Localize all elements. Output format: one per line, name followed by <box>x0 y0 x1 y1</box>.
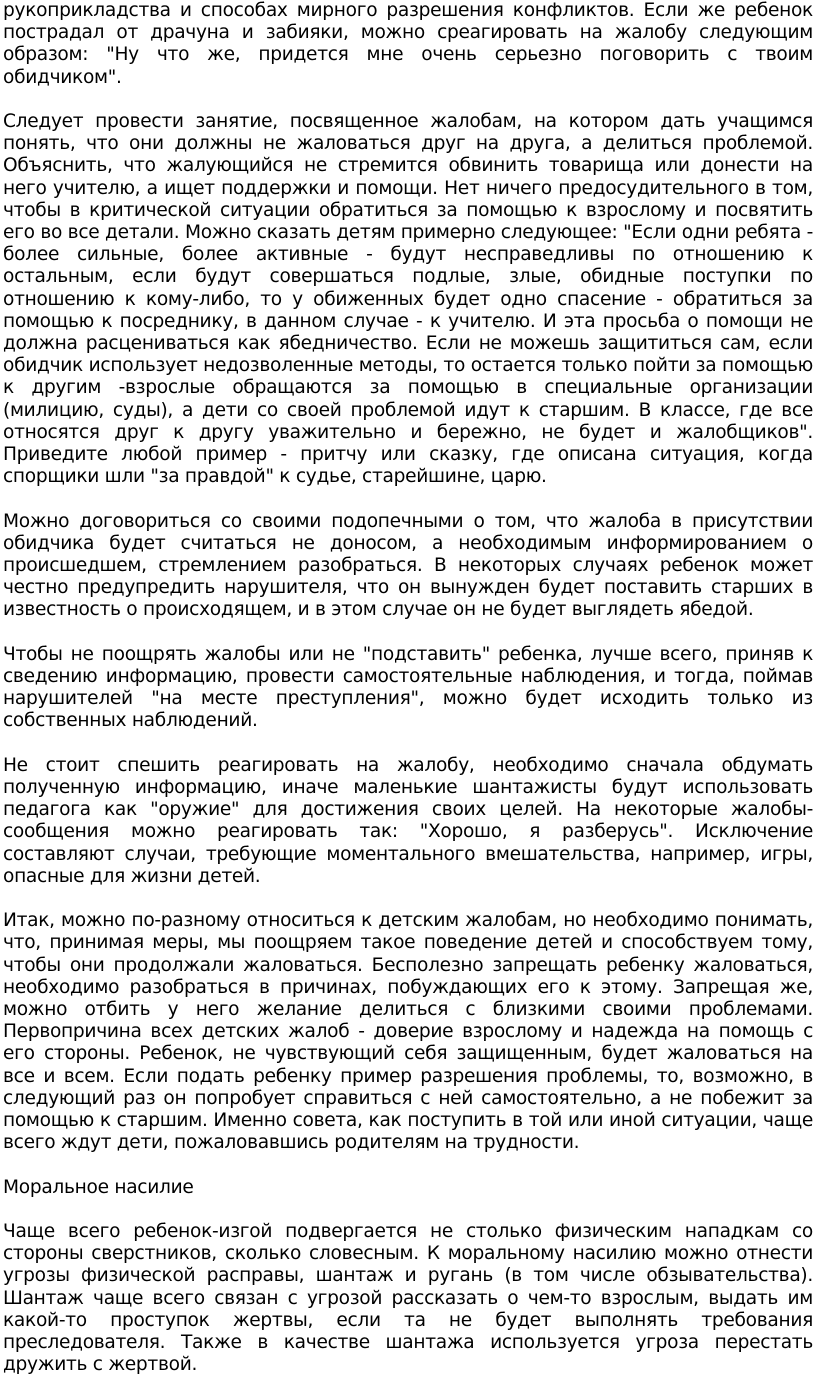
paragraph-observation: Чтобы не поощрять жалобы или не "подставить" ребенка, лучше всего, приняв к сведению информацию, провести самостоятельные наблюдения, и тогда, поймав нарушителей "на месте преступления", можно будет исходить только из собственных наблюдений. <box>3 643 813 732</box>
paragraph-agreement: Можно договориться со своими подопечными о том, что жалоба в присутствии обидчика будет считаться не доносом, а необходимым информированием о происшедшем, стремлением разобраться. В некоторых случаях ребенок может честно предупредить нарушителя, что он вынужден будет поставить старших в известность о происходящем, и в этом случае он не будет выглядеть ябедой. <box>3 510 813 621</box>
paragraph-summary: Итак, можно по-разному относиться к детским жалобам, но необходимо понимать, что, принимая меры, мы поощряем такое поведение детей и способствуем тому, чтобы они продолжали жаловаться. Бесполезно запрещать ребенку жаловаться, необходимо разобраться в причинах, побуждающих его к этому. Запрещая же, можно отбить у него желание делиться с близкими своими проблемами. Первопричина всех детских жалоб - доверие взрослому и надежда на помощь с его стороны. Ребенок, не чувствующий себя защищенным, будет жаловаться на все и всем. Если подать ребенку пример разрешения проблемы, то, возможно, в следующий раз он попробует справиться с ней самостоятельно, а не побежит за помощью к старшим. Именно совета, как поступить в той или иной ситуации, чаще всего ждут дети, пожаловавшись родителям на трудности. <box>3 910 813 1154</box>
paragraph-moral-violence: Чаще всего ребенок-изгой подвергается не столько физическим нападкам со стороны сверстников, сколько словесным. К моральному насилию можно отнести угрозы физической расправы, шантаж и ругань (в том числе обзывательства). Шантаж чаще всего связан с угрозой рассказать о чем-то взрослым, выдать им какой-то проступок жертвы, если та не будет выполнять требования преследователя. Также в качестве шантажа используется угроза перестать дружить с жертвой. <box>3 1221 813 1376</box>
paragraph-complaints-lesson: Следует провести занятие, посвященное жалобам, на котором дать учащимся понять, что они должны не жаловаться друг на друга, а делиться проблемой. Объяснить, что жалующийся не стремится обвинить товарища или донести на него учителю, а ищет поддержки и помощи. Нет ничего предосудительного в том, чтобы в критической ситуации обратиться за помощью к взрослому и посвятить его во все детали. Можно сказать детям примерно следующее: "Если одни ребята - более сильные, более активные - будут несправедливы по отношению к остальным, если будут совершаться подлые, злые, обидные поступки по отношению к кому-либо, то у обиженных будет одно спасение - обратиться за помощью к посреднику, в данном случае - к учителю. И эта просьба о помощи не должна расцениваться как ябедничество. Если не можешь защититься сам, если обидчик использует недозволенные методы, то остается только пойти за помощью к другим -взрослые обращаются за помощью в специальные организации (милицию, суды), а дети со своей проблемой идут к старшим. В классе, где все относятся друг к другу уважительно и бережно, не будет и жалобщиков". Приведите любой пример - притчу или сказку, где описана ситуация, когда спорщики шли "за правдой" к судье, старейшине, царю. <box>3 111 813 488</box>
document-page <box>3 0 813 1399</box>
section-heading: Моральное насилие <box>3 1176 194 1198</box>
paragraph-no-hurry: Не стоит спешить реагировать на жалобу, необходимо сначала обдумать полученную информацию, иначе маленькие шантажисты будут использовать педагога как "оружие" для достижения своих целей. На некоторые жалобы-сообщения можно реагировать так: "Хорошо, я разберусь". Исключение составляют случаи, требующие моментального вмешательства, например, игры, опасные для жизни детей. <box>3 754 813 887</box>
paragraph-conflict-resolution: рукоприкладства и способах мирного разрешения конфликтов. Если же ребенок пострадал от драчуна и забияки, можно среагировать на жалобу следующим образом: "Ну что же, придется мне очень серьезно поговорить с твоим обидчиком". <box>3 0 813 88</box>
